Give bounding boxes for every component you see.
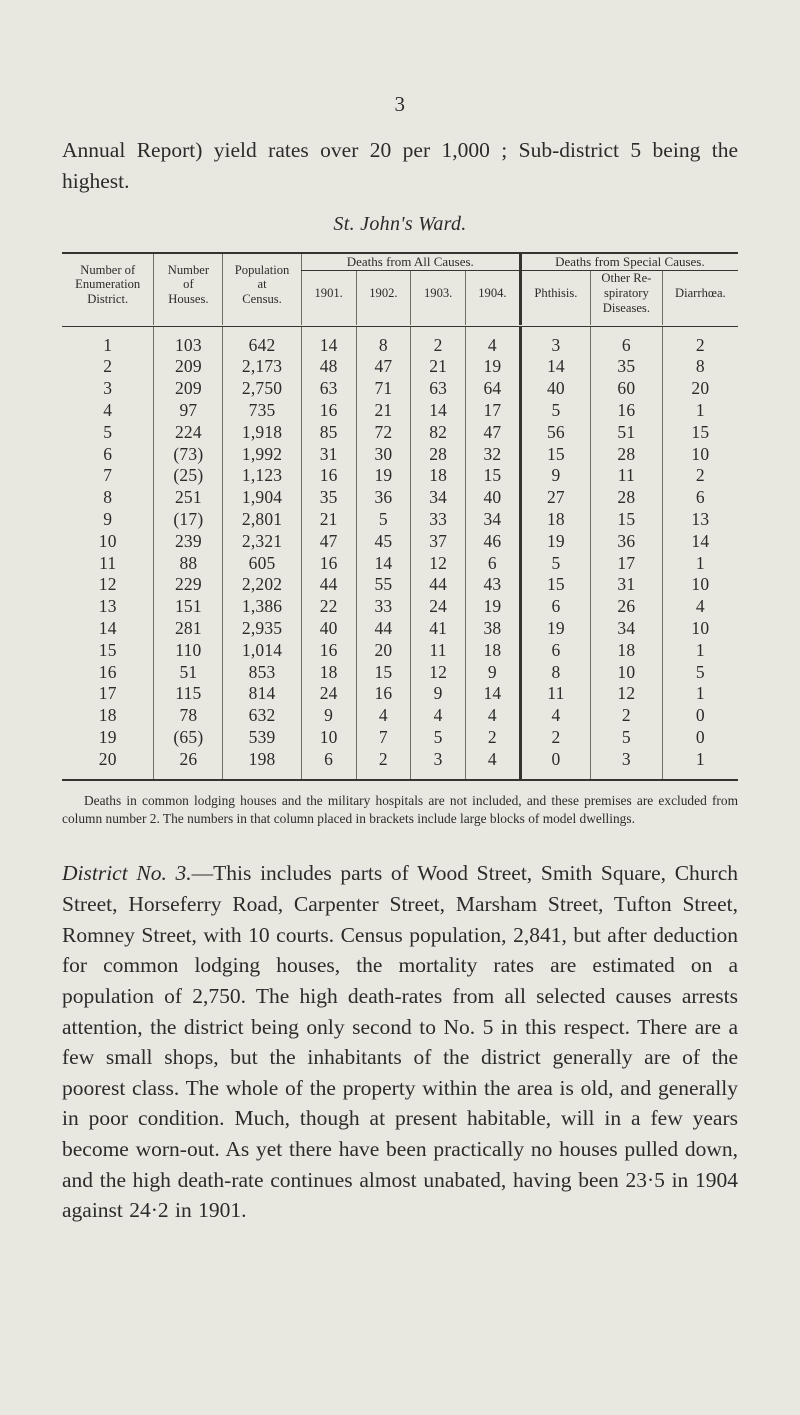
gap-cell bbox=[520, 771, 590, 779]
cell-y1903: 5 bbox=[411, 727, 466, 749]
gap-cell bbox=[411, 326, 466, 335]
gap-cell bbox=[591, 326, 663, 335]
cell-y1904: 19 bbox=[466, 356, 521, 378]
gap-cell bbox=[301, 326, 356, 335]
cell-diarrhoea: 14 bbox=[662, 531, 738, 553]
gap-cell bbox=[154, 771, 223, 779]
cell-y1904: 34 bbox=[466, 509, 521, 531]
cell-phthisis: 14 bbox=[520, 356, 590, 378]
cell-houses: (73) bbox=[154, 444, 223, 466]
document-page bbox=[0, 92, 800, 1415]
cell-y1904: 19 bbox=[466, 596, 521, 618]
cell-phthisis: 15 bbox=[520, 574, 590, 596]
gap-cell bbox=[356, 316, 411, 325]
cell-population: 2,750 bbox=[223, 378, 301, 400]
cell-phthisis: 6 bbox=[520, 640, 590, 662]
cell-population: 605 bbox=[223, 553, 301, 575]
cell-other-resp: 2 bbox=[591, 705, 663, 727]
cell-houses: 51 bbox=[154, 662, 223, 684]
cell-y1903: 2 bbox=[411, 335, 466, 357]
cell-other-resp: 51 bbox=[591, 422, 663, 444]
cell-y1901: 35 bbox=[301, 487, 356, 509]
col-header-1902: 1902. bbox=[356, 271, 411, 316]
col-header-1901: 1901. bbox=[301, 271, 356, 316]
cell-diarrhoea: 10 bbox=[662, 444, 738, 466]
cell-diarrhoea: 4 bbox=[662, 596, 738, 618]
cell-other-resp: 26 bbox=[591, 596, 663, 618]
cell-population: 1,386 bbox=[223, 596, 301, 618]
cell-district: 16 bbox=[98, 661, 117, 682]
cell-district: 3 bbox=[103, 378, 113, 399]
cell-phthisis: 8 bbox=[520, 662, 590, 684]
cell-houses: 88 bbox=[154, 553, 223, 575]
cell-diarrhoea: 6 bbox=[662, 487, 738, 509]
cell-houses: (17) bbox=[154, 509, 223, 531]
cell-phthisis: 56 bbox=[520, 422, 590, 444]
col-header-district-line1: Number of bbox=[80, 262, 136, 277]
body-gap-row bbox=[62, 326, 738, 335]
cell-y1901: 24 bbox=[301, 683, 356, 705]
cell-y1901: 16 bbox=[301, 400, 356, 422]
cell-y1904: 4 bbox=[466, 749, 521, 771]
cell-y1904: 9 bbox=[466, 662, 521, 684]
cell-y1901: 44 bbox=[301, 574, 356, 596]
cell-population: 198 bbox=[223, 749, 301, 771]
cell-diarrhoea: 8 bbox=[662, 356, 738, 378]
cell-other-resp: 17 bbox=[591, 553, 663, 575]
table-row bbox=[62, 749, 738, 771]
cell-other-resp: 11 bbox=[591, 465, 663, 487]
cell-diarrhoea: 1 bbox=[662, 400, 738, 422]
cell-district: 6 bbox=[103, 443, 113, 464]
col-header-district-line2: Enumeration bbox=[75, 277, 141, 292]
cell-y1904: 32 bbox=[466, 444, 521, 466]
cell-phthisis: 18 bbox=[520, 509, 590, 531]
cell-diarrhoea: 2 bbox=[662, 335, 738, 357]
gap-cell bbox=[62, 771, 154, 779]
cell-y1903: 24 bbox=[411, 596, 466, 618]
table-row bbox=[62, 553, 738, 575]
cell-y1902: 47 bbox=[356, 356, 411, 378]
col-header-population-line3: Census. bbox=[242, 292, 282, 307]
cell-y1903: 12 bbox=[411, 553, 466, 575]
cell-y1903: 14 bbox=[411, 400, 466, 422]
table-row bbox=[62, 444, 738, 466]
district-paragraph-text: —This includes parts of Wood Street, Smith Square, Church Street, Horseferry Road, Carpenter Street, Marsham Street, Tufton Street, Romney Street, with 10 courts. Census population, 2,841, but after deduction for common lodging houses, the mortality rates are estimated on a population of 2,750. The high death-rates from all selected causes arrests attention, the district being only second to No. 5 in this respect. There are a few small shops, but the inhabitants of the district generally are of the poorest class. The whole of the property within the area is old, and generally in poor condition. Much, though at present habitable, will in a few years become worn-out. As yet there have been practically no houses pulled down, and the high death-rate continues almost unabated, having been 23·5 in 1904 against 24·2 in 1901. bbox=[62, 861, 738, 1223]
cell-other-resp: 16 bbox=[591, 400, 663, 422]
cell-y1903: 41 bbox=[411, 618, 466, 640]
cell-y1902: 19 bbox=[356, 465, 411, 487]
table-row bbox=[62, 705, 738, 727]
intro-paragraph: Annual Report) yield rates over 20 per 1,000 ; Sub-district 5 being the highest. bbox=[62, 138, 738, 193]
gap-cell bbox=[223, 771, 301, 779]
cell-y1904: 6 bbox=[466, 553, 521, 575]
cell-y1901: 14 bbox=[301, 335, 356, 357]
cell-y1903: 3 bbox=[411, 749, 466, 771]
cell-phthisis: 19 bbox=[520, 618, 590, 640]
cell-district: 10 bbox=[98, 530, 117, 551]
cell-other-resp: 18 bbox=[591, 640, 663, 662]
cell-population: 632 bbox=[223, 705, 301, 727]
cell-district: 2 bbox=[103, 356, 113, 377]
district-paragraph-lead: District No. 3. bbox=[62, 861, 192, 886]
cell-phthisis: 6 bbox=[520, 596, 590, 618]
cell-y1903: 33 bbox=[411, 509, 466, 531]
gap-cell bbox=[466, 771, 521, 779]
gap-cell bbox=[466, 326, 521, 335]
cell-houses: (25) bbox=[154, 465, 223, 487]
cell-population: 853 bbox=[223, 662, 301, 684]
cell-population: 2,935 bbox=[223, 618, 301, 640]
table-row bbox=[62, 574, 738, 596]
page-number: 3 bbox=[394, 92, 406, 116]
cell-y1901: 40 bbox=[301, 618, 356, 640]
cell-district: 19 bbox=[98, 726, 117, 747]
col-header-population bbox=[223, 254, 301, 316]
cell-population: 2,801 bbox=[223, 509, 301, 531]
cell-houses: 209 bbox=[154, 356, 223, 378]
cell-houses: 26 bbox=[154, 749, 223, 771]
cell-houses: 151 bbox=[154, 596, 223, 618]
cell-phthisis: 3 bbox=[520, 335, 590, 357]
group-header-all-causes: Deaths from All Causes. bbox=[301, 254, 520, 271]
col-header-other-resp-line3: Diseases. bbox=[602, 300, 650, 315]
cell-houses: 110 bbox=[154, 640, 223, 662]
cell-phthisis: 15 bbox=[520, 444, 590, 466]
cell-y1902: 4 bbox=[356, 705, 411, 727]
cell-district: 18 bbox=[98, 705, 117, 726]
cell-y1903: 82 bbox=[411, 422, 466, 444]
table-row bbox=[62, 596, 738, 618]
cell-population: 2,321 bbox=[223, 531, 301, 553]
cell-district: 8 bbox=[103, 487, 113, 508]
cell-diarrhoea: 1 bbox=[662, 749, 738, 771]
cell-other-resp: 35 bbox=[591, 356, 663, 378]
cell-population: 1,014 bbox=[223, 640, 301, 662]
cell-y1902: 30 bbox=[356, 444, 411, 466]
cell-district: 4 bbox=[103, 400, 113, 420]
cell-y1904: 17 bbox=[466, 400, 521, 422]
col-header-phthisis: Phthisis. bbox=[520, 271, 590, 316]
gap-cell bbox=[154, 316, 223, 325]
table-row bbox=[62, 683, 738, 705]
cell-y1902: 5 bbox=[356, 509, 411, 531]
cell-diarrhoea: 15 bbox=[662, 422, 738, 444]
cell-y1904: 43 bbox=[466, 574, 521, 596]
gap-cell bbox=[301, 771, 356, 779]
gap-cell bbox=[662, 771, 738, 779]
col-header-district-line3: District. bbox=[87, 292, 129, 307]
table-footer bbox=[62, 771, 738, 779]
table-row bbox=[62, 509, 738, 531]
cell-y1903: 37 bbox=[411, 531, 466, 553]
cell-y1901: 16 bbox=[301, 640, 356, 662]
cell-diarrhoea: 1 bbox=[662, 553, 738, 575]
gap-cell bbox=[223, 326, 301, 335]
mortality-table bbox=[62, 254, 738, 779]
cell-phthisis: 11 bbox=[520, 683, 590, 705]
cell-y1902: 15 bbox=[356, 662, 411, 684]
cell-other-resp: 15 bbox=[591, 509, 663, 531]
cell-y1902: 2 bbox=[356, 749, 411, 771]
cell-y1902: 21 bbox=[356, 400, 411, 422]
cell-district: 5 bbox=[103, 421, 113, 442]
cell-district: 11 bbox=[99, 552, 117, 573]
cell-y1902: 33 bbox=[356, 596, 411, 618]
cell-other-resp: 3 bbox=[591, 749, 663, 771]
col-header-houses-line2: of bbox=[183, 277, 194, 292]
cell-y1902: 8 bbox=[356, 335, 411, 357]
cell-y1903: 12 bbox=[411, 662, 466, 684]
cell-population: 1,918 bbox=[223, 422, 301, 444]
cell-district: 13 bbox=[98, 596, 117, 617]
cell-district: 12 bbox=[98, 574, 117, 595]
cell-y1902: 7 bbox=[356, 727, 411, 749]
cell-y1902: 16 bbox=[356, 683, 411, 705]
gap-cell bbox=[591, 771, 663, 779]
col-header-houses-line1: Number bbox=[167, 262, 210, 277]
cell-population: 642 bbox=[223, 335, 301, 357]
cell-y1903: 21 bbox=[411, 356, 466, 378]
cell-y1901: 22 bbox=[301, 596, 356, 618]
cell-population: 1,123 bbox=[223, 465, 301, 487]
cell-houses: 209 bbox=[154, 378, 223, 400]
cell-y1902: 71 bbox=[356, 378, 411, 400]
cell-other-resp: 36 bbox=[591, 531, 663, 553]
gap-cell bbox=[411, 316, 466, 325]
table-row bbox=[62, 662, 738, 684]
cell-houses: 251 bbox=[154, 487, 223, 509]
cell-y1903: 44 bbox=[411, 574, 466, 596]
table-footnote-text: Deaths in common lodging houses and the military hospitals are not included, and these premises are excluded from column number 2. The numbers in that column placed in brackets include large blocks of model dwellings. bbox=[62, 792, 738, 826]
cell-phthisis: 4 bbox=[520, 705, 590, 727]
cell-district: 15 bbox=[98, 639, 117, 660]
table-row bbox=[62, 335, 738, 357]
cell-y1904: 46 bbox=[466, 531, 521, 553]
table-row bbox=[62, 618, 738, 640]
cell-y1903: 63 bbox=[411, 378, 466, 400]
cell-y1902: 45 bbox=[356, 531, 411, 553]
gap-cell bbox=[466, 316, 521, 325]
cell-diarrhoea: 0 bbox=[662, 727, 738, 749]
col-header-diarrhoea: Diarrhœa. bbox=[662, 271, 738, 316]
col-header-other-respiratory bbox=[591, 271, 663, 316]
cell-y1901: 9 bbox=[301, 705, 356, 727]
cell-district: 14 bbox=[98, 617, 117, 638]
table-row bbox=[62, 378, 738, 400]
cell-y1902: 20 bbox=[356, 640, 411, 662]
gap-cell bbox=[662, 316, 738, 325]
gap-cell bbox=[520, 316, 590, 325]
header-gap-row bbox=[62, 316, 738, 325]
cell-population: 1,904 bbox=[223, 487, 301, 509]
col-header-other-resp-line1: Other Re- bbox=[601, 271, 652, 286]
cell-other-resp: 12 bbox=[591, 683, 663, 705]
cell-y1902: 14 bbox=[356, 553, 411, 575]
cell-population: 814 bbox=[223, 683, 301, 705]
table-row bbox=[62, 400, 738, 422]
col-header-1904: 1904. bbox=[466, 271, 521, 316]
cell-other-resp: 60 bbox=[591, 378, 663, 400]
cell-y1903: 9 bbox=[411, 683, 466, 705]
cell-y1903: 18 bbox=[411, 465, 466, 487]
gap-cell bbox=[662, 326, 738, 335]
cell-y1903: 11 bbox=[411, 640, 466, 662]
cell-other-resp: 6 bbox=[591, 335, 663, 357]
cell-diarrhoea: 2 bbox=[662, 465, 738, 487]
cell-diarrhoea: 1 bbox=[662, 640, 738, 662]
cell-district: 17 bbox=[98, 683, 117, 704]
cell-y1902: 36 bbox=[356, 487, 411, 509]
cell-y1901: 10 bbox=[301, 727, 356, 749]
cell-y1901: 18 bbox=[301, 662, 356, 684]
table-row bbox=[62, 487, 738, 509]
cell-y1904: 4 bbox=[466, 705, 521, 727]
cell-y1901: 85 bbox=[301, 422, 356, 444]
table-row bbox=[62, 356, 738, 378]
cell-phthisis: 27 bbox=[520, 487, 590, 509]
table-header bbox=[62, 254, 738, 335]
gap-cell bbox=[520, 326, 590, 335]
gap-cell bbox=[62, 326, 154, 335]
header-group-row bbox=[62, 254, 738, 271]
col-header-population-line2: at bbox=[257, 277, 267, 292]
gap-cell bbox=[411, 771, 466, 779]
table-row bbox=[62, 640, 738, 662]
cell-population: 735 bbox=[223, 400, 301, 422]
gap-cell bbox=[223, 316, 301, 325]
gap-cell bbox=[356, 771, 411, 779]
cell-phthisis: 2 bbox=[520, 727, 590, 749]
cell-y1901: 21 bbox=[301, 509, 356, 531]
cell-other-resp: 28 bbox=[591, 487, 663, 509]
district-paragraph bbox=[62, 858, 738, 1226]
cell-other-resp: 31 bbox=[591, 574, 663, 596]
cell-houses: (65) bbox=[154, 727, 223, 749]
col-header-population-line1: Population bbox=[234, 262, 290, 277]
cell-diarrhoea: 5 bbox=[662, 662, 738, 684]
col-header-1903: 1903. bbox=[411, 271, 466, 316]
cell-phthisis: 5 bbox=[520, 553, 590, 575]
cell-y1901: 47 bbox=[301, 531, 356, 553]
cell-houses: 229 bbox=[154, 574, 223, 596]
cell-y1904: 38 bbox=[466, 618, 521, 640]
cell-district: 9 bbox=[103, 508, 113, 529]
col-header-houses-line3: Houses. bbox=[168, 292, 209, 307]
cell-houses: 224 bbox=[154, 422, 223, 444]
cell-y1901: 6 bbox=[301, 749, 356, 771]
gap-cell bbox=[62, 316, 154, 325]
table-footnote bbox=[62, 792, 738, 828]
cell-population: 1,992 bbox=[223, 444, 301, 466]
cell-y1901: 16 bbox=[301, 465, 356, 487]
cell-phthisis: 0 bbox=[520, 749, 590, 771]
group-header-special-causes: Deaths from Special Causes. bbox=[520, 254, 738, 271]
cell-population: 539 bbox=[223, 727, 301, 749]
cell-district: 7 bbox=[103, 465, 113, 486]
table-row bbox=[62, 465, 738, 487]
cell-y1904: 47 bbox=[466, 422, 521, 444]
cell-y1903: 34 bbox=[411, 487, 466, 509]
gap-cell bbox=[154, 326, 223, 335]
cell-y1902: 55 bbox=[356, 574, 411, 596]
cell-y1902: 72 bbox=[356, 422, 411, 444]
ward-title: St. John's Ward. bbox=[333, 213, 467, 236]
cell-y1901: 16 bbox=[301, 553, 356, 575]
gap-cell bbox=[301, 316, 356, 325]
cell-houses: 239 bbox=[154, 531, 223, 553]
cell-phthisis: 19 bbox=[520, 531, 590, 553]
cell-y1904: 64 bbox=[466, 378, 521, 400]
cell-other-resp: 10 bbox=[591, 662, 663, 684]
cell-diarrhoea: 10 bbox=[662, 574, 738, 596]
cell-houses: 97 bbox=[154, 400, 223, 422]
footer-gap-row bbox=[62, 771, 738, 779]
cell-houses: 281 bbox=[154, 618, 223, 640]
cell-y1903: 4 bbox=[411, 705, 466, 727]
cell-houses: 115 bbox=[154, 683, 223, 705]
cell-diarrhoea: 13 bbox=[662, 509, 738, 531]
cell-phthisis: 9 bbox=[520, 465, 590, 487]
cell-phthisis: 5 bbox=[520, 400, 590, 422]
cell-y1904: 40 bbox=[466, 487, 521, 509]
cell-y1901: 31 bbox=[301, 444, 356, 466]
cell-other-resp: 28 bbox=[591, 444, 663, 466]
gap-cell bbox=[591, 316, 663, 325]
cell-population: 2,173 bbox=[223, 356, 301, 378]
cell-y1901: 63 bbox=[301, 378, 356, 400]
cell-phthisis: 40 bbox=[520, 378, 590, 400]
cell-y1904: 2 bbox=[466, 727, 521, 749]
col-header-houses bbox=[154, 254, 223, 316]
cell-district: 1 bbox=[103, 334, 113, 355]
mortality-table-wrapper bbox=[62, 252, 738, 781]
table-body bbox=[62, 335, 738, 771]
table-row bbox=[62, 727, 738, 749]
cell-diarrhoea: 0 bbox=[662, 705, 738, 727]
cell-district: 20 bbox=[98, 748, 117, 769]
cell-population: 2,202 bbox=[223, 574, 301, 596]
cell-y1904: 14 bbox=[466, 683, 521, 705]
cell-y1901: 48 bbox=[301, 356, 356, 378]
table-row bbox=[62, 531, 738, 553]
col-header-district bbox=[62, 254, 154, 316]
cell-other-resp: 5 bbox=[591, 727, 663, 749]
cell-y1904: 15 bbox=[466, 465, 521, 487]
cell-houses: 78 bbox=[154, 705, 223, 727]
cell-y1904: 18 bbox=[466, 640, 521, 662]
cell-houses: 103 bbox=[154, 335, 223, 357]
gap-cell bbox=[356, 326, 411, 335]
table-row bbox=[62, 422, 738, 444]
cell-diarrhoea: 20 bbox=[662, 378, 738, 400]
cell-y1902: 44 bbox=[356, 618, 411, 640]
cell-other-resp: 34 bbox=[591, 618, 663, 640]
cell-y1904: 4 bbox=[466, 335, 521, 357]
cell-diarrhoea: 1 bbox=[662, 683, 738, 705]
col-header-other-resp-line2: spiratory bbox=[603, 285, 649, 300]
cell-diarrhoea: 10 bbox=[662, 618, 738, 640]
cell-y1903: 28 bbox=[411, 444, 466, 466]
